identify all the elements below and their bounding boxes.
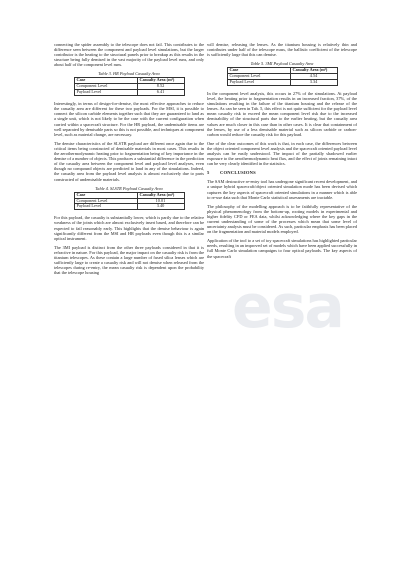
paragraph: In the component level analysis, this occurs in 27% of the simulations. At payload level, the heating prior to fragmentation results in an increased fraction, 37%, of the simulations resulting in the failure of the titanium housing and the release of the lenses. As can be seen in Tab. 5, this effect is not quite sufficient for the payload level mean casualty risk to exceed the mean component level risk due to the increased demisability of the structural parts due to the earlier heating, but the casualty area values are much closer in this case than in other cases. It is clear that containment of the lenses, by use of a less demisable material such as silicon carbide or carbon-carbon would reduce the casualty risk for this payload. [207,91,357,137]
table-cell: Payload Level [227,80,290,86]
table-3-caption: Table 3. HR Payload Casualty Area [98,71,160,77]
table-cell: Component Level [74,198,137,204]
section-heading [207,170,357,175]
table-row [74,90,184,96]
table-row [74,204,184,210]
esa-watermark: esa [232,272,343,342]
table-header: Case [227,68,290,74]
section-number: 5 [207,170,210,176]
table-cell: Component Level [74,84,137,90]
table-cell: 3.40 [137,204,184,210]
table-cell: Component Level [227,74,290,80]
table-cell: Payload Level [74,90,137,96]
table-cell: 8.52 [137,84,184,90]
table-4 [74,192,185,211]
table-cell: Payload Level [74,204,137,210]
table-header: Casualty Area (m²) [290,68,337,74]
paragraph: The philosophy of the modelling approach is to be faithfully representative of the physical phenomenology from the bottom-up, rooting models in experimental and higher fidelity CFD or FEA data, whilst acknowledging where the key gaps in the current understanding of some of the processes which mean that some level of uncertainty analysis must be considered. As such, particular emphasis has been placed on the fragmentation and material models employed. [207,203,357,235]
paragraph: One of the clear outcomes of this work is that, in each case, the differences between the object oriented component level analysis and the spacecraft oriented payload level analysis can be easily understood. The impact of the partially shadowed earlier exposure to the aerothermodynamic heat flux, and the effect of joints remaining intact can be very clearly identified in the statistics. [207,140,357,167]
table-header: Casualty Area (m²) [137,78,184,84]
table-3 [74,77,185,96]
table-header: Casualty Area (m²) [137,192,184,198]
paragraph: will demise, releasing the lenses. As the titanium housing is relatively thin and contributes under half of the telescope mass, the ballistic coefficient of the telescope is sufficiently large that this can demise. [207,42,357,58]
paragraph: For this payload, the casualty is substantially lower, which is partly due to the relative weakness of the joints which are almost exclusively insert based, and therefore can be expected to fail reasonably early. This highlights that the demise behaviour is again significantly different from the MSI and HR payloads even though this is a similar optical instrument. [54,215,204,241]
table-5-caption: Table 5. 3MI Payload Casualty Area [250,61,314,67]
right-column [207,42,357,263]
table-header: Case [74,78,137,84]
paragraph: connecting the spider assembly to the telescope does not fail. This contributes to the difference seen between the component and payload level simulations, but the larger contributor is the heating to the structural panels prior to breakup as this results in the structure being fully demised in the vast majority of the payload level runs, and only about half of the component level runs. [54,42,204,68]
table-4-caption: Table 4. SLSTR Payload Casualty Area [95,185,163,191]
section-title: CONCLUSIONS [220,170,256,176]
paragraph: The demise characteristics of the SLSTR payload are different once again due to the critical items being constructed of demisable materials in most cases. This results in the aerothermodynamic heating prior to fragmentation being of key importance in the demise of a number of objects. This produces a substantial difference in the prediction of the casualty area between the component level and payload level analyses, even though no compound objects are predicted to land in any of the simulations. Indeed, the casualty area from the payload level analysis is almost exclusively due to parts constructed of undemisable materials. [54,140,204,182]
paragraph: Application of the tool to a set of toy spacecraft simulations has highlighted particular needs, resulting in an improved set of models which have been applied successfully in full Monte Carlo simulation campaigns to four optical payloads. The key aspects of the spacecraft [207,238,357,259]
table-cell: 6.41 [137,90,184,96]
table-row [227,80,337,86]
paragraph: The SAM destructive re-entry tool has undergone significant recent development, and a unique hybrid spacecraft/object oriented simulation mode has been devised which captures the key aspects of spacecraft oriented simulations in a manner which is able to re-use data such that Monte Carlo statistical assessments are tractable. [207,179,357,200]
paragraph: Interestingly, in terms of design-for-demise, the most effective approaches to reduce the casualty area are different for these two payloads. For the MSI, it is possible to connect the silicon carbide elements together such that they are guaranteed to land as a single unit, which is not likely to be the case with the current configuration when carried within a spacecraft structure. For the HR payload, the undemisable items are well separated by demisable parts so this is not possible, and techniques at component level, such as material change, are necessary. [54,101,204,137]
table-cell: 3.34 [290,80,337,86]
table-header: Case [74,192,137,198]
left-column [54,42,204,279]
table-cell: 10.01 [137,198,184,204]
table-cell: 4.54 [290,74,337,80]
table-5 [227,67,338,86]
paragraph: The 3MI payload is distinct from the other three payloads considered in that it is refractive in nature. For this payload, the major impact on the casualty risk is from the titanium telescopes. As these contain a large number of fused silica lenses which are sufficiently large to create a casualty risk and will not demise when released from the telescopes during re-entry, the mean casualty risk is dependent upon the probability that the telescope housing [54,244,204,276]
